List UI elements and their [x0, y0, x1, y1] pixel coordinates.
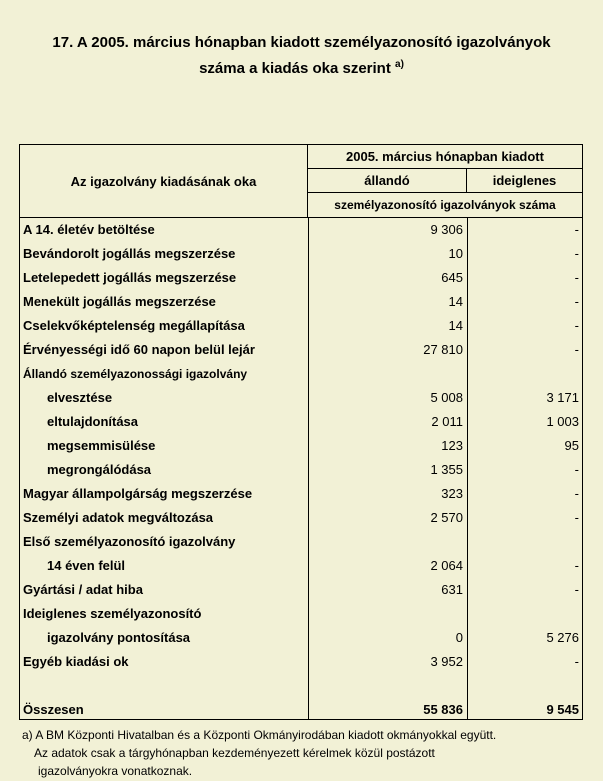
temporary-value: - [574, 510, 579, 525]
permanent-value: 2 011 [431, 414, 463, 429]
data-table [19, 144, 583, 720]
permanent-value: 55 836 [423, 702, 463, 717]
table-row [20, 362, 582, 386]
row-label: megsemmisülése [47, 438, 156, 453]
permanent-value: 123 [441, 438, 463, 453]
permanent-value: 10 [448, 246, 463, 261]
row-label: igazolvány pontosítása [47, 630, 191, 645]
table-row-spacer [20, 674, 582, 698]
footnote [22, 726, 496, 780]
temporary-value: - [574, 558, 579, 573]
table-row [20, 626, 582, 650]
temporary-value: - [574, 486, 579, 501]
table-row [20, 482, 582, 506]
permanent-value: 14 [448, 318, 463, 333]
table-row [20, 314, 582, 338]
table-row [20, 530, 582, 554]
table-row [20, 650, 582, 674]
row-label: Cselekvőképtelenség megállapítása [23, 318, 245, 333]
temporary-value [468, 674, 579, 698]
table-row [20, 242, 582, 266]
permanent-value: 631 [441, 582, 463, 597]
temporary-value: - [574, 222, 579, 237]
permanent-value: 2 064 [430, 558, 463, 573]
table-row [20, 266, 582, 290]
row-label: Első személyazonosító igazolvány [23, 534, 236, 549]
temporary-value: 95 [564, 438, 579, 453]
table-body [20, 218, 582, 722]
temporary-value: - [574, 294, 579, 309]
temporary-value: 5 276 [546, 630, 579, 645]
row-label: Menekült jogállás megszerzése [23, 294, 216, 309]
table-row [20, 458, 582, 482]
table-row [20, 554, 582, 578]
table-row [20, 290, 582, 314]
temporary-value [468, 530, 579, 554]
row-label: Bevándorolt jogállás megszerzése [23, 246, 236, 261]
row-label: Érvényességi idő 60 napon belül lejár [23, 342, 255, 357]
table-row [20, 218, 582, 242]
row-label: Ideiglenes személyazonosító [23, 606, 202, 621]
permanent-value [309, 362, 463, 386]
permanent-value: 2 570 [430, 510, 463, 525]
row-label: eltulajdonítása [47, 414, 139, 429]
permanent-value [309, 602, 463, 626]
temporary-value: - [574, 246, 579, 261]
row-label: Állandó személyazonossági igazolvány [23, 367, 248, 381]
permanent-value: 3 952 [430, 654, 463, 669]
temporary-value: - [574, 318, 579, 333]
temporary-value: - [574, 654, 579, 669]
temporary-value: 9 545 [546, 702, 579, 717]
title-line-2-text: száma a kiadás oka szerint [199, 60, 391, 77]
footnote-line-3: igazolványokra vonatkoznak. [38, 764, 193, 778]
row-label: megrongálódása [47, 462, 152, 477]
temporary-value: 1 003 [546, 414, 579, 429]
row-label: Magyar állampolgárság megszerzése [23, 486, 253, 501]
footnote-line-2: Az adatok csak a tárgyhónapban kezdeményezett kérelmek közül postázott [34, 746, 435, 760]
row-label: elvesztése [47, 390, 113, 405]
permanent-value: 1 355 [430, 462, 463, 477]
permanent-value: 0 [455, 630, 463, 645]
temporary-value: - [574, 270, 579, 285]
header-period: 2005. március hónapban kiadott [308, 145, 582, 169]
temporary-value [468, 602, 579, 626]
table-title [0, 32, 603, 80]
permanent-value: 645 [441, 270, 463, 285]
header-reason: Az igazolvány kiadásának oka [20, 145, 308, 217]
row-label: Összesen [23, 702, 84, 717]
table-row [20, 434, 582, 458]
row-label: Letelepedett jogállás megszerzése [23, 270, 237, 285]
table-row [20, 410, 582, 434]
permanent-value: 5 008 [430, 390, 463, 405]
row-label: Gyártási / adat hiba [23, 582, 143, 597]
permanent-value: 14 [448, 294, 463, 309]
temporary-value: - [574, 582, 579, 597]
row-label: A 14. életév betöltése [23, 222, 155, 237]
table-row [20, 338, 582, 362]
permanent-value: 323 [441, 486, 463, 501]
permanent-value: 27 810 [423, 342, 463, 357]
row-label: 14 éven felül [47, 558, 126, 573]
temporary-value: 3 171 [546, 390, 579, 405]
temporary-value [468, 362, 579, 386]
title-line-2 [0, 54, 603, 80]
header-temporary: ideiglenes [467, 169, 582, 193]
total-row [20, 698, 582, 722]
table-row [20, 602, 582, 626]
temporary-value: - [574, 342, 579, 357]
header-unit: személyazonosító igazolványok száma [334, 198, 556, 212]
table-row [20, 506, 582, 530]
row-label: Személyi adatok megváltozása [23, 510, 214, 525]
footnote-mark: a) [395, 59, 404, 70]
temporary-value: - [574, 462, 579, 477]
footnote-line-1: a) A BM Központi Hivatalban és a Központi Okmányirodában kiadott okmányokkal együtt. [22, 728, 497, 742]
permanent-value [309, 530, 463, 554]
permanent-value [309, 674, 463, 698]
row-label: Egyéb kiadási ok [23, 654, 129, 669]
table-row [20, 578, 582, 602]
table-row [20, 386, 582, 410]
header-permanent: állandó [308, 169, 467, 193]
permanent-value: 9 306 [430, 222, 463, 237]
title-line-1: 17. A 2005. március hónapban kiadott személyazonosító igazolványok [52, 34, 551, 51]
